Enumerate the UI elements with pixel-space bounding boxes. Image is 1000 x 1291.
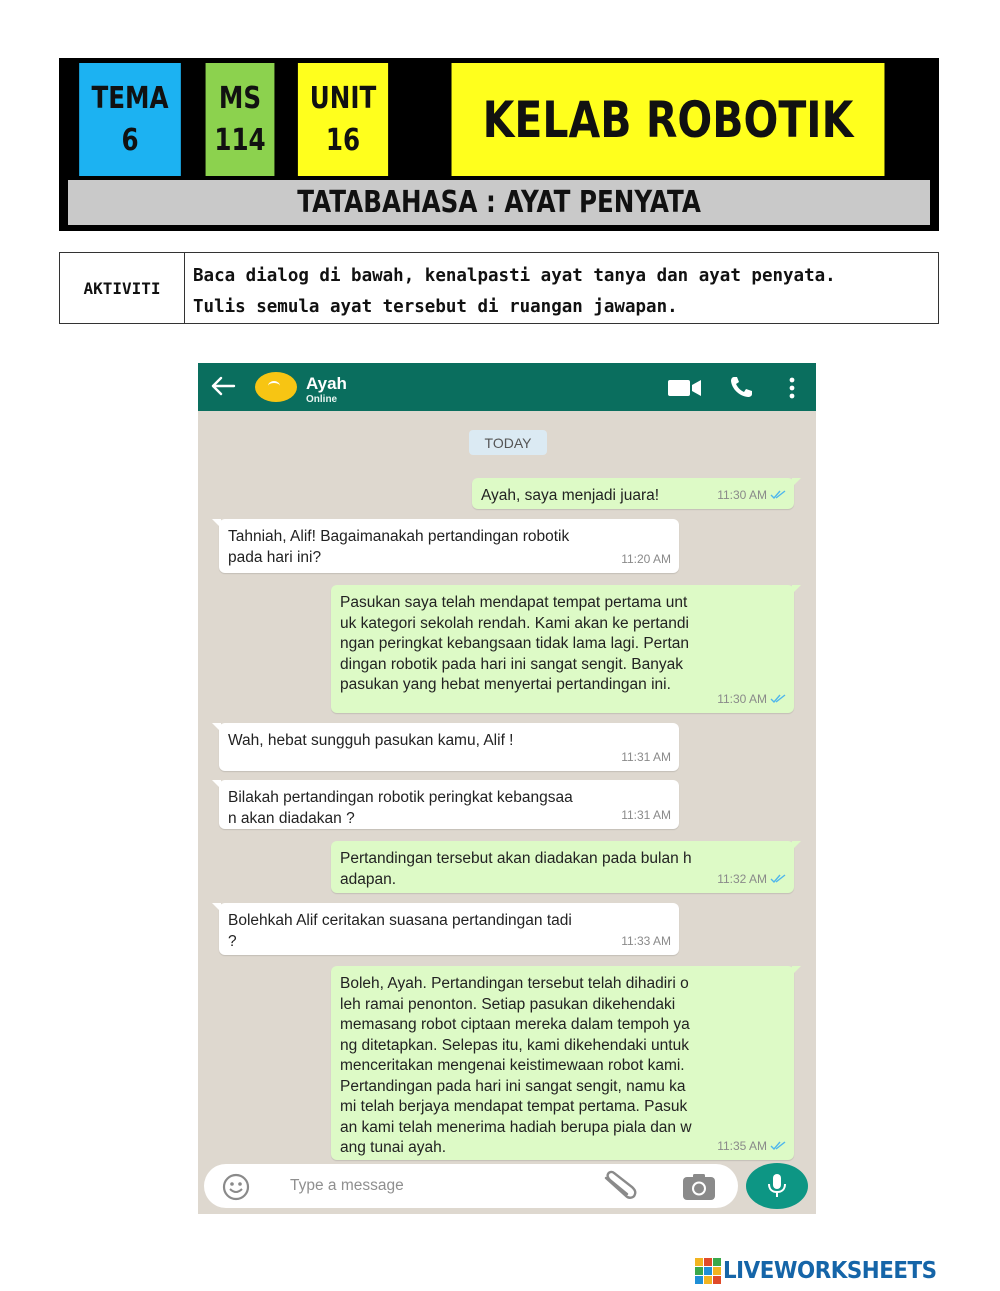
contact-name[interactable]: Ayah (306, 374, 347, 393)
ms-value: 114 (214, 122, 266, 158)
read-ticks-icon (770, 490, 786, 500)
contact-status: Online (306, 394, 338, 405)
tema-value: 6 (121, 122, 139, 158)
read-ticks-icon (770, 694, 786, 704)
logo-text: LIVEWORKSHEETS (723, 1258, 937, 1284)
chat-message-incoming[interactable] (219, 723, 679, 771)
message-text: Ayah, saya menjadi juara! (481, 487, 660, 504)
attach-icon[interactable] (600, 1170, 640, 1202)
avatar[interactable] (255, 372, 297, 402)
activity-instructions (185, 253, 938, 323)
ms-label: MS (218, 80, 262, 116)
message-time: 11:31 AM (621, 807, 671, 822)
chat-message-outgoing[interactable] (472, 478, 794, 509)
ms-cell (206, 63, 275, 176)
more-menu-icon[interactable] (788, 377, 796, 399)
message-meta (621, 549, 671, 570)
header-top-row (64, 63, 934, 176)
message-meta (717, 1136, 786, 1157)
page-title: KELAB ROBOTIK (452, 63, 885, 176)
phone-call-icon[interactable] (729, 375, 755, 399)
chat-message-outgoing[interactable] (331, 966, 794, 1160)
read-ticks-icon (770, 874, 786, 884)
liveworksheets-logo-icon (695, 1258, 721, 1284)
message-time: 11:35 AM (717, 1138, 767, 1153)
message-time: 11:33 AM (621, 933, 671, 948)
read-ticks-icon (770, 1141, 786, 1151)
unit-cell (298, 63, 388, 176)
chat-top-bar (198, 363, 816, 411)
message-time: 11:30 AM (717, 691, 767, 706)
activity-line-1: Baca dialog di bawah, kenalpasti ayat tanya dan ayat penyata. (193, 266, 836, 286)
chat-message-incoming[interactable] (219, 903, 679, 955)
message-input-bar[interactable] (204, 1164, 738, 1208)
header-subtitle-row (68, 180, 930, 225)
voice-message-button[interactable] (746, 1163, 808, 1209)
message-meta (717, 689, 786, 710)
back-arrow-icon[interactable] (208, 371, 238, 401)
header-table (59, 58, 939, 231)
message-text: Bilakah pertandingan robotik peringkat kebangsaa n akan diadakan ? (228, 789, 573, 827)
message-text: Bolehkah Alif ceritakan suasana pertandingan tadi ? (228, 912, 572, 950)
unit-value: 16 (325, 122, 361, 158)
message-text: Boleh, Ayah. Pertandingan tersebut telah dihadiri o leh ramai penonton. Setiap pasukan dikehendaki memasang robot ciptaan mereka dalam tempoh ya ng ditetapkan. Selepas itu, kami dikehendaki untuk menceritakan mengenai keistimewaan robot kami. Pertandingan pada hari ini sangat sengit, namu ka mi telah berjaya mendapat tempat pertama. Pasuk an kami telah menerima hadiah berupa piala dan w ang tunai ayah. (340, 975, 692, 1156)
date-chip: TODAY (469, 430, 547, 455)
activity-box (59, 252, 939, 324)
message-meta (717, 869, 786, 890)
tema-label: TEMA (91, 80, 169, 116)
message-meta (621, 747, 671, 768)
message-text: Tahniah, Alif! Bagaimanakah pertandingan robotik pada hari ini? (228, 528, 570, 566)
camera-icon[interactable] (682, 1173, 716, 1201)
tema-cell (79, 63, 181, 176)
emoji-icon[interactable] (222, 1173, 250, 1201)
message-input-placeholder[interactable]: Type a message (290, 1177, 404, 1194)
activity-label: AKTIVITI (60, 253, 185, 323)
activity-line-2: Tulis semula ayat tersebut di ruangan jawapan. (193, 297, 678, 317)
message-time: 11:32 AM (717, 871, 767, 886)
page-subtitle: TATABAHASA : AYAT PENYATA (297, 185, 701, 220)
chat-screenshot (198, 363, 816, 1214)
chat-message-incoming[interactable] (219, 780, 679, 829)
liveworksheets-logo (695, 1256, 953, 1286)
message-text: Pasukan saya telah mendapat tempat pertama unt uk kategori sekolah rendah. Kami akan ke pertandi ngan peringkat kebangsaan tidak lama lagi. Pertan dingan robotik pada hari ini sangat sengit. Banyak pasukan yang hebat menyertai pertandingan ini. (340, 594, 689, 693)
message-text: Pertandingan tersebut akan diadakan pada bulan h adapan. (340, 850, 692, 888)
message-meta (621, 931, 671, 952)
message-text: Wah, hebat sungguh pasukan kamu, Alif ! (228, 732, 514, 749)
video-call-icon[interactable] (668, 379, 702, 397)
mic-icon (767, 1173, 787, 1199)
chat-message-outgoing[interactable] (331, 585, 794, 713)
chat-message-outgoing[interactable] (331, 841, 794, 893)
message-meta (621, 805, 671, 826)
message-meta (717, 485, 786, 506)
message-time: 11:30 AM (717, 487, 767, 502)
message-time: 11:31 AM (621, 749, 671, 764)
unit-label: UNIT (309, 80, 377, 116)
chat-message-incoming[interactable] (219, 519, 679, 573)
message-time: 11:20 AM (621, 551, 671, 566)
